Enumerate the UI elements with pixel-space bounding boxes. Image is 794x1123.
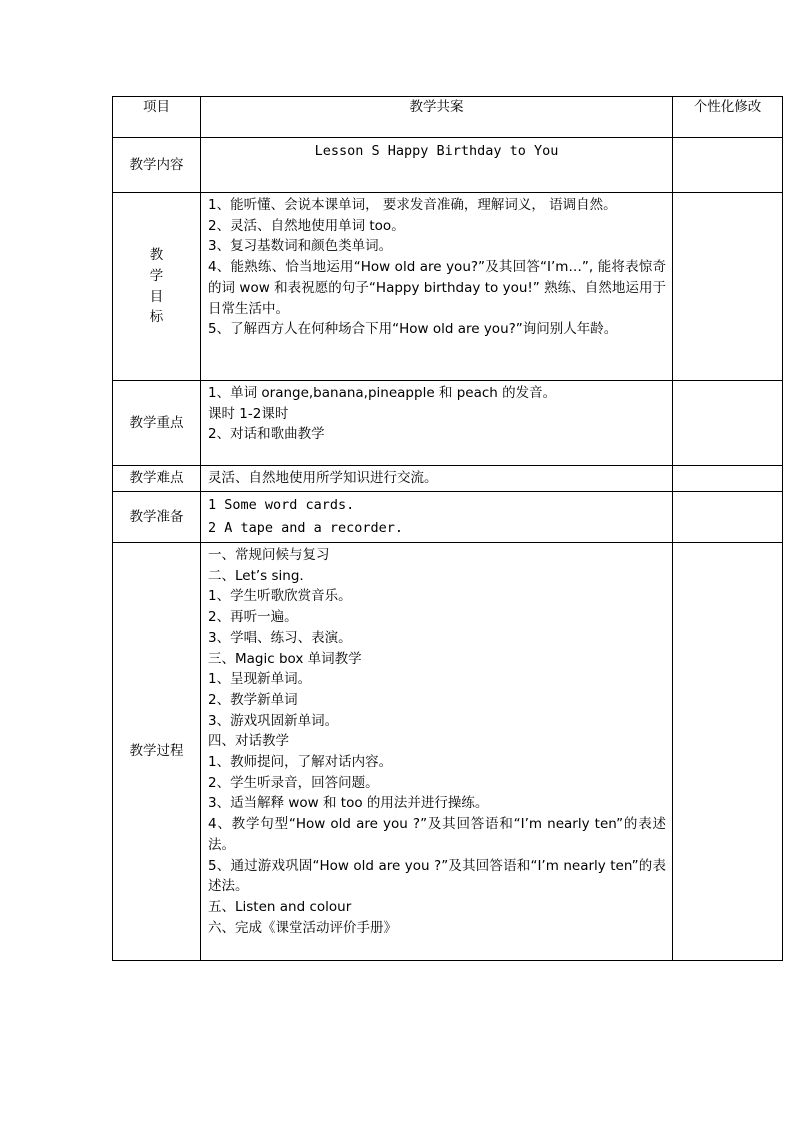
- goals-label: [113, 193, 201, 381]
- difficulties-text: 灵活、自然地使用所学知识进行交流。: [201, 466, 673, 492]
- preparation-line: 2 A tape and a recorder.: [208, 520, 404, 536]
- lesson-plan-table: [112, 96, 783, 961]
- key-points-personal-cell: [673, 381, 783, 466]
- header-personal: 个性化修改: [673, 97, 783, 138]
- process-line: 一、常规问候与复习: [208, 547, 330, 563]
- preparation-content: [201, 492, 673, 543]
- process-line: 2、学生听录音，回答问题。: [208, 774, 379, 791]
- process-line: 1、学生听歌欣赏音乐。: [208, 588, 352, 605]
- difficulties-label: 教学难点: [113, 466, 201, 492]
- content-personal-cell: [673, 138, 783, 193]
- goals-label-char: 目: [149, 288, 164, 305]
- header-row: [113, 97, 783, 138]
- content-label: 教学内容: [113, 138, 201, 193]
- process-content: [201, 543, 673, 961]
- process-line: 六、完成《课堂活动评价手册》: [208, 919, 397, 936]
- key-point-line: 1、单词 orange,banana,pineapple 和 peach 的发音。: [208, 385, 557, 401]
- process-line: 三、Magic box 单词教学: [208, 650, 362, 667]
- process-line: 3、学唱、练习、表演。: [208, 629, 352, 646]
- preparation-personal-cell: [673, 492, 783, 543]
- process-line: 2、教学新单词: [208, 691, 298, 708]
- process-line: 四、对话教学: [208, 733, 289, 750]
- preparation-label: 教学准备: [113, 492, 201, 543]
- preparation-row: [113, 492, 783, 543]
- preparation-line: 1 Some word cards.: [208, 497, 355, 513]
- process-line: 3、适当解释 wow 和 too 的用法并进行操练。: [208, 795, 489, 812]
- goals-row: [113, 193, 783, 381]
- goals-content: [201, 193, 673, 381]
- process-line: 1、呈现新单词。: [208, 671, 312, 688]
- difficulties-row: [113, 466, 783, 492]
- process-line: 二、Let’s sing.: [208, 567, 304, 584]
- goal-line: 3、复习基数词和颜色类单词。: [208, 238, 393, 255]
- goals-label-char: 标: [149, 309, 164, 326]
- process-line: 4、教学句型“How old are you ?”及其回答语和“I’m nearly ten”的表述法。: [208, 816, 666, 853]
- process-row: [113, 543, 783, 961]
- process-line: 3、游戏巩固新单词。: [208, 712, 339, 729]
- goal-line: 4、能熟练、恰当地运用“How old are you?”及其回答“I’m…”, 能将表惊奇的词 wow 和表祝愿的句子“Happy birthday to you!” 熟练、自然地运用于日常生活中。: [208, 259, 666, 317]
- header-item: 项目: [113, 97, 201, 138]
- process-line: 1、教师提问，了解对话内容。: [208, 754, 393, 771]
- key-points-content: [201, 381, 673, 466]
- goals-personal-cell: [673, 193, 783, 381]
- key-points-label: 教学重点: [113, 381, 201, 466]
- goal-line: 2、灵活、自然地使用单词 too。: [208, 217, 405, 234]
- content-text: Lesson S Happy Birthday to You: [201, 138, 673, 193]
- difficulties-personal-cell: [673, 466, 783, 492]
- goals-label-char: 教: [149, 247, 164, 264]
- goal-line: 1、能听懂、会说本课单词， 要求发音准确，理解词义， 语调自然。: [208, 197, 617, 213]
- header-plan: 教学共案: [201, 97, 673, 138]
- key-point-line: 课时 1-2课时: [208, 405, 289, 422]
- goals-label-char: 学: [149, 267, 164, 284]
- process-line: 五、Listen and colour: [208, 898, 352, 915]
- process-label: 教学过程: [113, 543, 201, 961]
- goal-line: 5、了解西方人在何种场合下用“How old are you?”询问别人年龄。: [208, 321, 618, 338]
- content-row: [113, 138, 783, 193]
- process-line: 2、再听一遍。: [208, 609, 298, 626]
- key-points-row: [113, 381, 783, 466]
- key-point-line: 2、对话和歌曲教学: [208, 426, 325, 443]
- process-personal-cell: [673, 543, 783, 961]
- process-line: 5、通过游戏巩固“How old are you ?”及其回答语和“I’m nearly ten”的表述法。: [208, 857, 666, 895]
